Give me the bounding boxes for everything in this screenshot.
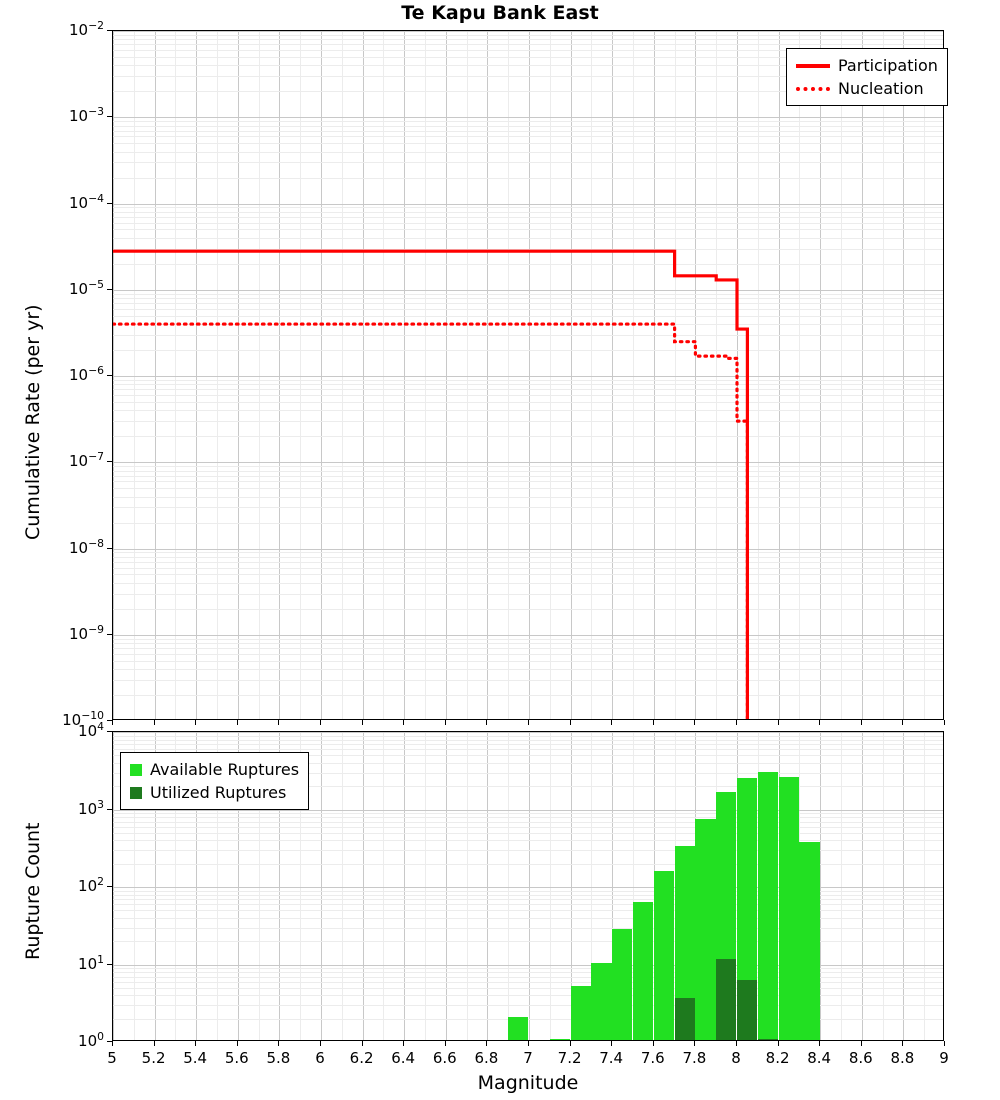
y-axis-tick-label: $10^1$ [78,952,104,973]
y-axis-tick-label: $10^{-9}$ [68,622,104,643]
bar-available-ruptures [654,871,674,1040]
x-axis-tick-mark [445,720,446,725]
x-axis-tick-label: 6.2 [349,1049,374,1067]
x-axis-tick-mark [112,720,113,725]
x-axis-tick-mark [320,1041,321,1046]
y-axis-tick-label: $10^{-10}$ [62,709,104,729]
y-axis-tick-mark [107,461,112,462]
bar-available-ruptures [633,902,653,1040]
bar-available-ruptures [758,772,778,1040]
x-axis-tick-label: 8 [731,1049,741,1067]
x-axis-tick-label: 7.2 [557,1049,582,1067]
solid-line-icon [796,64,830,68]
x-axis-tick-label: 9 [939,1049,949,1067]
grid-line-horizontal-minor [113,822,944,823]
x-axis-tick-mark [570,1041,571,1046]
bar-utilized-ruptures [675,998,695,1040]
x-axis-tick-mark [570,720,571,725]
legend-item [796,77,938,100]
x-axis-tick-mark [736,1041,737,1046]
grid-line-horizontal-minor [113,817,944,818]
x-axis-tick-mark [195,1041,196,1046]
x-axis-tick-mark [320,720,321,725]
x-axis-tick-mark [861,1041,862,1046]
y-axis-tick-label: $10^{-5}$ [68,277,104,298]
grid-line-horizontal-minor [113,740,944,741]
y-axis-tick-label: $10^2$ [78,875,104,895]
x-axis-tick-mark [403,1041,404,1046]
y-axis-tick-label: $10^0$ [78,1030,104,1050]
legend-label: Nucleation [838,79,924,99]
x-axis-tick-label: 5 [107,1049,117,1067]
x-axis-tick-mark [778,720,779,725]
top-y-axis-label: Cumulative Rate (per yr) [22,304,44,540]
bar-available-ruptures [550,1039,570,1040]
grid-line-horizontal [113,732,944,733]
x-axis-tick-label: 8.2 [765,1049,790,1067]
bar-available-ruptures [779,777,799,1040]
line-series-layer [113,31,944,720]
x-axis-tick-mark [944,1041,945,1046]
series-participation [113,251,758,720]
x-axis-tick-label: 6.6 [432,1049,457,1067]
x-axis-label: Magnitude [477,1072,579,1094]
bar-available-ruptures [695,819,715,1040]
x-axis-tick-label: 5.4 [183,1049,208,1067]
x-axis-tick-mark [944,720,945,725]
y-axis-tick-label: $10^{-7}$ [68,450,104,471]
legend-item [130,781,299,804]
y-axis-tick-mark [107,731,112,732]
legend-label: Participation [838,56,938,75]
figure-title: Te Kapu Bank East [401,2,599,24]
top-legend [786,48,948,106]
x-axis-tick-mark [778,1041,779,1046]
x-axis-tick-mark [278,1041,279,1046]
bar-available-ruptures [591,963,611,1041]
grid-line-horizontal-minor [113,827,944,828]
x-axis-tick-mark [653,720,654,725]
x-axis-tick-label: 6.8 [474,1049,499,1067]
x-axis-tick-mark [237,720,238,725]
y-axis-tick-mark [107,116,112,117]
x-axis-tick-mark [237,1041,238,1046]
x-axis-tick-mark [902,720,903,725]
x-axis-tick-mark [819,720,820,725]
y-axis-tick-mark [107,203,112,204]
x-axis-tick-label: 7.8 [682,1049,707,1067]
y-axis-tick-label: $10^{-6}$ [68,364,104,384]
y-axis-tick-mark [107,964,112,965]
x-axis-tick-label: 8.8 [890,1049,915,1067]
bar-available-ruptures [571,986,591,1040]
x-axis-tick-mark [653,1041,654,1046]
y-axis-tick-mark [107,375,112,376]
bar-utilized-ruptures [758,1039,778,1040]
bar-utilized-ruptures [737,980,757,1040]
x-axis-tick-mark [154,1041,155,1046]
x-axis-tick-mark [403,720,404,725]
x-axis-tick-mark [819,1041,820,1046]
y-axis-tick-mark [107,809,112,810]
x-axis-tick-mark [611,720,612,725]
x-axis-tick-label: 5.8 [266,1049,291,1067]
x-axis-tick-label: 8.4 [807,1049,832,1067]
color-swatch-icon [130,764,142,776]
grid-line-horizontal-minor [113,813,944,814]
legend-item [130,758,299,781]
bar-available-ruptures [508,1017,528,1040]
bar-utilized-ruptures [716,959,736,1040]
bottom-y-axis-label: Rupture Count [22,822,44,960]
x-axis-tick-label: 7 [523,1049,533,1067]
grid-line-horizontal-minor [113,736,944,737]
x-axis-tick-mark [694,1041,695,1046]
dotted-line-icon [796,87,830,91]
bar-available-ruptures [612,929,632,1040]
grid-line-horizontal-minor [113,749,944,750]
x-axis-tick-label: 7.6 [640,1049,665,1067]
x-axis-tick-mark [112,1041,113,1046]
y-axis-tick-label: $10^{-3}$ [68,105,104,126]
y-axis-tick-mark [107,886,112,887]
x-axis-tick-mark [736,720,737,725]
x-axis-tick-mark [362,720,363,725]
x-axis-tick-label: 6 [315,1049,325,1067]
x-axis-tick-mark [861,720,862,725]
y-axis-tick-mark [107,30,112,31]
x-axis-tick-mark [528,1041,529,1046]
y-axis-tick-label: $10^{-2}$ [68,19,104,39]
y-axis-tick-label: $10^{-4}$ [68,191,104,212]
grid-line-horizontal-minor [113,833,944,834]
y-axis-tick-label: $10^{-8}$ [68,536,104,557]
legend-label: Available Ruptures [150,760,300,779]
x-axis-tick-mark [528,720,529,725]
x-axis-tick-mark [362,1041,363,1046]
x-axis-tick-label: 5.6 [224,1049,249,1067]
y-axis-tick-mark [107,634,112,635]
x-axis-tick-mark [195,720,196,725]
x-axis-tick-mark [611,1041,612,1046]
y-axis-tick-mark [107,548,112,549]
series-nucleation [113,324,747,720]
x-axis-tick-label: 5.2 [141,1049,166,1067]
legend-item [796,54,938,77]
cumulative-rate-plot [112,30,944,720]
x-axis-tick-label: 6.4 [391,1049,416,1067]
x-axis-tick-mark [445,1041,446,1046]
x-axis-tick-label: 8.6 [848,1049,873,1067]
bar-available-ruptures [799,842,819,1040]
x-axis-tick-mark [902,1041,903,1046]
x-axis-tick-mark [486,1041,487,1046]
legend-label: Utilized Ruptures [150,783,287,803]
x-axis-tick-mark [278,720,279,725]
y-axis-tick-label: $10^3$ [78,797,104,818]
y-axis-tick-label: $10^4$ [78,720,104,740]
x-axis-tick-label: 7.4 [599,1049,624,1067]
x-axis-tick-mark [486,720,487,725]
bottom-legend [120,752,309,810]
x-axis-tick-mark [154,720,155,725]
color-swatch-icon [130,787,142,799]
grid-line-horizontal-minor [113,744,944,745]
y-axis-tick-mark [107,289,112,290]
x-axis-tick-mark [694,720,695,725]
